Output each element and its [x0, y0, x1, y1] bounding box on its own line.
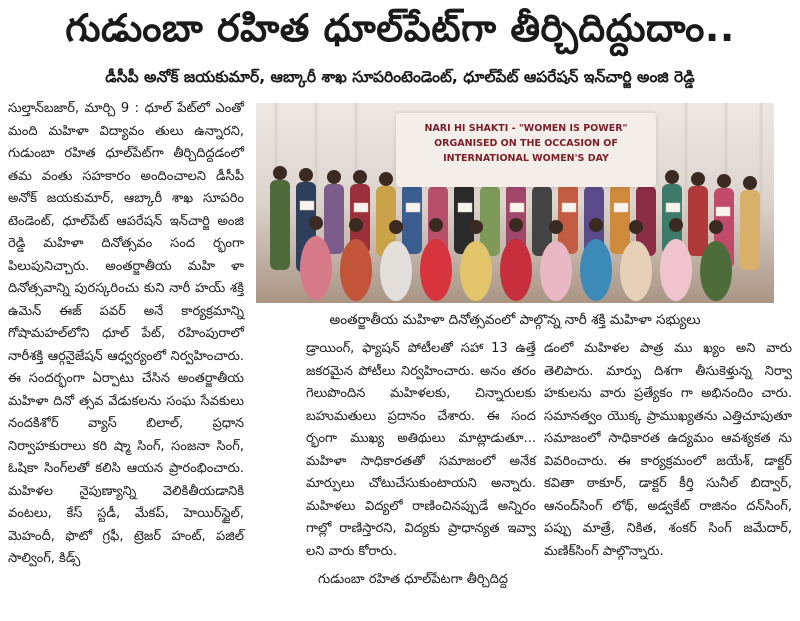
subheadline: డీసీపీ అనోక్ జయకుమార్, ఆబ్కారీ శాఖ సూపరింటెండెంట్, ధూల్‌పేట్ ఆపరేషన్ ఇన్‌చార్జి అంజి రెడ్డి: [105, 68, 695, 86]
headline: గుడుంబా రహిత ధూల్‌పేట్‌గా తీర్చిదిద్దుదాం..: [65, 6, 735, 50]
event-photo: [256, 103, 774, 303]
article-paragraph: డంలో మహిళల పాత్ర ము ఖ్యం అని వారు తెలిపారు. మార్పు దిశగా తీసుకెళ్తున్న నిర్వా హకులను వారు ప్రత్యేకం గా అభినందిం చారు. సమానత్వం యొక్క ప్రాముఖ్యతను ఎత్తిచూపుతూ సమాజంలో సాధికారత ఉద్యమం ఆవశ్యకత ను వివరించారు. ఈ కార్యక్రమంలో జయేశ్, డాక్టర్ కవితా ఠాకూర్, డాక్టర్ కీర్తి సునీల్ బిద్వార్, ఆనంద్‌సింగ్ లోథ్, అడ్వకేట్ రాజినం దన్‌సింగ్, పప్పు మాత్రే, నికిత, శంకర్ సింగ్ జమేదార్, మణిక్‌సింగ్ పాల్గొన్నారు.: [544, 341, 792, 559]
article-column-3: [544, 338, 792, 563]
article-column-2: [306, 338, 536, 592]
event-banner-text: [404, 121, 648, 166]
event-banner: [396, 113, 656, 187]
banner-line-3: INTERNATIONAL WOMEN'S DAY: [443, 153, 609, 164]
article-paragraph: డ్రాయింగ్, ఫ్యాషన్ పోటీలతో సహా 13 ఉత్తే జకరమైన పోటీలు నిర్వహించారు. అనం తరం గెలుపొందిన మహిళలకు, చిన్నారులకు బహుమతులు ప్రదానం చేశారు. ఈ సంద ర్భంగా ముఖ్య అతిథులు మాట్లాడుతూ... మహిళా సాధికారతతో సమాజంలో అనేక మార్పులు చోటుచేసుకుంటాయని అన్నారు. మహిళలు విద్యలో రాణించినప్పుడే అన్నిరం గాల్లో రాణిస్తారని, విద్యకు ప్రాధాన్యత ఇవ్వా లని వారు కోరారు.: [306, 341, 536, 559]
article-paragraph: గుడుంబా రహిత ధూల్‌పేటగా తీర్చిదిద్ద: [318, 572, 508, 587]
article-column-1: [8, 98, 244, 571]
banner-line-2: ORGANISED ON THE OCCASION OF: [434, 138, 618, 149]
article-paragraph: సుల్తాన్‌బజార్, మార్చి 9 : ధూల్ పేట్‌లో ఎంతో మంది మహిళా విద్యావం తులు ఉన్నారని, గుడుంబా రహిత ధూల్‌పేట్‌గా తీర్చిదిద్దడంలో తమ వంతు సహకారం అందించాలని డీసీపీ అనోక్ జయకుమార్, ఆబ్కారీ శాఖ సూపరిం టెండెంట్, ధూల్‌పేట్ ఆపరేషన్ ఇన్‌చార్జి అంజి రెడ్డి మహిళా దినోత్సవం సంద ర్భంగా పిలుపునిచ్చారు. అంతర్జాతీయ మహి ళా దినోత్సవాన్ని పురస్కరించు కుని నారీ హయ్ శక్తి ఉమెన్ ఈజ్ పవర్ అనే కార్యక్రమాన్ని గోషామహల్‌లోని ధూల్ పేట్, రహింపురాలో నారీశక్తి ఆర్గనైజేషన్ ఆధ్వర్యంలో నిర్వహించారు. ఈ సందర్భంగా ఏర్పాటు చేసిన అంతర్జాతీయ మహిళా దినో త్సవ వేడుకలను సంఘ సేవకులు నందకిశోర్ వ్యాస్ బిలాల్, ప్రధాన నిర్వాహకురాలు కరి ష్మా సింగ్, సంజనా సింగ్, ఓషికా సింగ్‌లతో కలిసి ఆయన ప్రారంభించారు. మహిళల నైపుణ్యాన్ని వెలికితీయడానికి వంటలు, కేస్ స్టడీ, మేకప్, హెయిర్‌స్టైల్, మెహందీ, ఫొటో గ్రఫీ, ట్రెజర్ హంట్, పజిల్ సాల్వింగ్, కిడ్స్: [8, 101, 244, 566]
photo-caption: అంతర్జాతీయ మహిళా దినోత్సవంలో పాల్గొన్న నారీ శక్తి మహిళా సభ్యులు: [256, 305, 774, 335]
banner-line-1: NARI HI SHAKTI - "WOMEN IS POWER": [424, 123, 628, 134]
